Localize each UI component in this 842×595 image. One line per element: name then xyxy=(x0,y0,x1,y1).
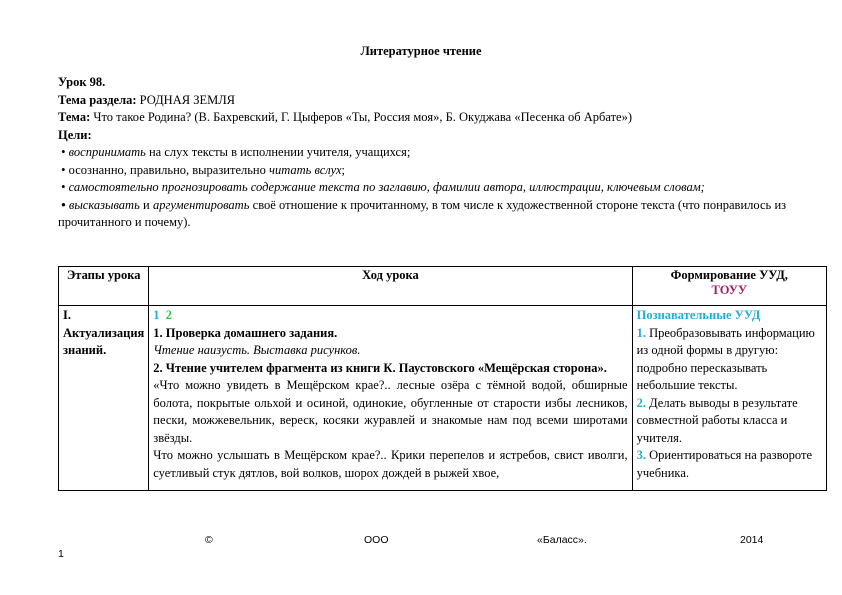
lesson-table xyxy=(58,266,827,491)
document-title: Литературное чтение xyxy=(360,44,482,58)
footer-org: ООО xyxy=(364,534,389,546)
topic-line xyxy=(58,109,786,127)
slide-number: 1 xyxy=(153,308,160,322)
page-number: 1 xyxy=(58,548,64,560)
step2-title: 2. Чтение учителем фрагмента из книги К. Паустовского «Мещёрская сторона». xyxy=(153,360,607,375)
footer-company: «Баласс». xyxy=(537,534,587,546)
course-cell xyxy=(149,306,632,491)
table-header-row xyxy=(59,267,827,306)
bullet-icon: • xyxy=(61,197,66,212)
goal-item xyxy=(58,144,786,162)
uud-item xyxy=(637,325,822,395)
stage-label: I. Актуализация знаний. xyxy=(63,308,145,357)
goal2-end: ; xyxy=(341,162,346,177)
goals-label: Цели: xyxy=(58,127,92,142)
step1-note: Чтение наизусть. Выставка рисунков. xyxy=(153,343,361,357)
lesson-number: Урок 98. xyxy=(58,75,106,89)
footer-year: 2014 xyxy=(740,534,764,546)
section-line xyxy=(58,92,786,110)
goal4-and: и xyxy=(143,197,150,212)
goal3-text: самостоятельно прогнозировать содержание текста по заглавию, фамилии автора, иллюстрации, ключевым словам; xyxy=(68,180,705,194)
bullet-icon: • xyxy=(61,145,66,159)
goal1-text: на слух тексты в исполнении учителя, учащихся; xyxy=(148,145,411,159)
uud-item-number: 1. xyxy=(636,325,646,340)
uud-item-text: Ориентироваться на развороте учебника. xyxy=(636,448,813,480)
goal1-italic: воспринимать xyxy=(68,145,146,159)
step1-title: 1. Проверка домашнего задания. xyxy=(153,325,338,340)
section-label: Тема раздела: xyxy=(58,92,137,107)
stage-cell xyxy=(59,306,149,491)
header-stages: Этапы урока xyxy=(59,267,149,306)
quote-paragraph: «Что можно увидеть в Мещёрском крае?.. лесные озёра с тёмной водой, обширные болота, покрытые ольхой и осиной, одинокие, обугленные от старости избы лесников, пески, можжевельник, вереск, косяки журавлей и знакомые нам под всеми широтами звёзды. xyxy=(153,378,628,445)
goal4-italic-2: аргументировать xyxy=(152,197,250,212)
header-uud-title: Формирование УУД, xyxy=(670,268,788,282)
goal2-text: осознанно, правильно, выразительно xyxy=(68,162,266,177)
uud-cell xyxy=(632,306,826,491)
section-value: РОДНАЯ ЗЕМЛЯ xyxy=(139,92,236,107)
slide-numbers xyxy=(153,307,627,325)
topic-label: Тема: xyxy=(58,110,91,124)
quote-paragraph: Что можно услышать в Мещёрском крае?.. Крики перепелов и ястребов, свист иволги, суетливый стук дятлов, вой волков, шорох дождей в рыжей хвое, xyxy=(153,448,628,480)
bullet-icon: • xyxy=(61,180,66,194)
uud-item-text: Преобразовывать информацию из одной формы в другую: подробно пересказывать небольшие тексты. xyxy=(636,325,815,392)
bullet-icon: • xyxy=(61,162,66,177)
uud-item xyxy=(637,447,822,482)
lesson-header xyxy=(58,74,786,232)
table-row xyxy=(59,306,827,491)
goal4-text: своё отношение к прочитанному, в том числе к художественной стороне текста (что понравилось из прочитанного и почему). xyxy=(58,197,787,229)
goal-item xyxy=(58,197,786,232)
uud-item-number: 2. xyxy=(636,395,646,410)
goal4-italic-1: высказывать xyxy=(68,197,140,212)
topic-value: Что такое Родина? (В. Бахревский, Г. Цыферов «Ты, Россия моя», Б. Окуджава «Песенка об Арбате») xyxy=(93,110,632,124)
uud-item-number: 3. xyxy=(636,448,646,462)
goal-item xyxy=(58,162,786,180)
slide-number: 2 xyxy=(165,308,173,322)
uud-item xyxy=(637,395,822,448)
uud-heading: Познавательные УУД xyxy=(636,308,761,322)
goal2-italic: читать вслух xyxy=(269,162,342,177)
footer-copyright: © xyxy=(205,534,213,546)
uud-item-text: Делать выводы в результате совместной работы класса и учителя. xyxy=(636,395,798,445)
header-uud-sub: ТОУУ xyxy=(711,283,748,297)
goal-item xyxy=(58,179,786,197)
header-course: Ход урока xyxy=(149,267,632,306)
header-uud xyxy=(632,267,826,306)
